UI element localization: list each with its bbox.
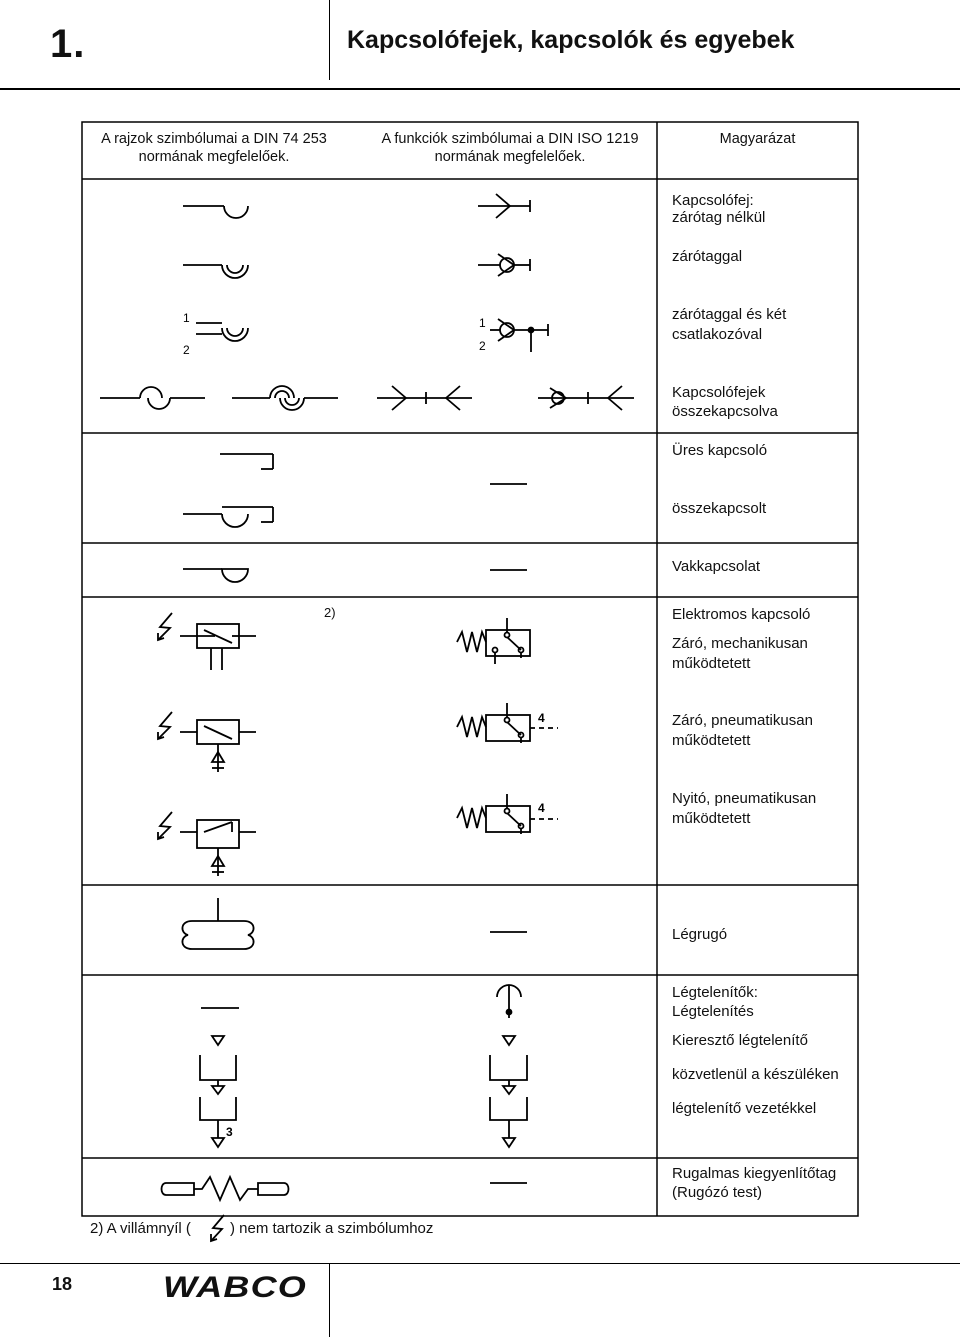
switch-opening-pneumatic-din (180, 820, 256, 876)
coupling-head-plain-din (183, 206, 248, 218)
exp-kieresztő: Kieresztő légtelenítő (672, 1032, 808, 1049)
coupling-heads-connected-din-a (100, 387, 205, 409)
exp-nyito-pneu-1: Nyitó, pneumatikusan (672, 790, 817, 807)
exp-nyito-pneu-2: működtetett (672, 810, 751, 827)
exhaust-outlet-din (212, 1036, 224, 1045)
exp-zarotaggal-ket-1: zárótaggal és két (672, 306, 787, 323)
exp-elektromos: Elektromos kapcsoló (672, 606, 811, 623)
footer-divider-vertical (329, 1264, 330, 1337)
exp-kozvetlenul: közvetlenül a készüléken (672, 1066, 839, 1083)
exp-zarotaggal-ket-2: csatlakozóval (672, 326, 763, 343)
coupling-heads-connected-iso-a (377, 386, 472, 410)
exp-zaro-pneu-1: Záró, pneumatikusan (672, 712, 813, 729)
coupling-head-plain-iso (478, 194, 530, 218)
exp-ures: Üres kapcsoló (672, 442, 768, 459)
coupling-head-two-connectors-iso (490, 319, 548, 352)
exp-osszekapcsolva-1: Kapcsolófejek (672, 384, 766, 401)
chapter-title: Kapcsolófejek, kapcsolók és egyebek (347, 26, 795, 54)
lightning-icon-2 (158, 712, 172, 739)
blind-coupling-din (183, 569, 248, 582)
coupling-head-closing-iso (478, 254, 530, 276)
exhaust-pipe-iso (490, 1097, 527, 1147)
exhaust-direct-iso (490, 1055, 527, 1094)
exp-osszekapcsolt: összekapcsolt (672, 500, 767, 517)
port-label-1-iso: 1 (479, 316, 486, 330)
exp-zaro-mech-2: működtetett (672, 655, 751, 672)
exp-zarotag-nelkul: zárótag nélkül (672, 209, 766, 226)
empty-coupling-connected-din (183, 507, 273, 527)
exp-vakkapcsolat: Vakkapcsolat (672, 558, 761, 575)
footnote-prefix: 2) A villámnyíl ( (90, 1220, 191, 1237)
port-label-4-a: 4 (538, 711, 545, 725)
empty-coupling-din (220, 454, 273, 469)
port-label-2-iso: 2 (479, 339, 486, 353)
lightning-icon-1 (158, 613, 172, 640)
header-din-symbols: A rajzok szimbólumai a DIN 74 253 normának megfelelőek. (101, 131, 327, 165)
exhaust-outlet-iso (503, 1036, 515, 1045)
lightning-icon-3 (158, 812, 172, 839)
footnote-lightning-icon (211, 1215, 224, 1241)
exhaust-pipe-din (200, 1097, 236, 1147)
header-iso-symbols: A funkciók szimbólumai a DIN ISO 1219 normának megfelelőek. (381, 131, 639, 165)
exhaust-iso (497, 985, 521, 1018)
exp-osszekapcsolva-2: összekapcsolva (672, 403, 778, 420)
exp-legtelenitok-1: Légtelenítők: (672, 984, 758, 1001)
exp-kapcsolofej: Kapcsolófej: (672, 192, 754, 209)
switch-closing-mechanical-din (180, 624, 256, 670)
exp-rugalmas-2: (Rugózó test) (672, 1184, 763, 1201)
exp-zaro-mech-1: Záró, mechanikusan (672, 635, 808, 652)
coupling-head-two-connectors-din (196, 323, 248, 341)
footnote-suffix: ) nem tartozik a szimbólumhoz (230, 1220, 434, 1237)
port-label-4-b: 4 (538, 801, 545, 815)
exp-zarotaggal: zárótaggal (672, 248, 743, 265)
port-label-2-din: 2 (183, 343, 190, 357)
air-spring-din (182, 898, 253, 949)
coupling-heads-connected-iso-b (538, 386, 634, 410)
header-explanation: Magyarázat (719, 131, 796, 147)
exp-legtelenitok-2: Légtelenítés (672, 1003, 754, 1020)
switch-closing-pneumatic-din (180, 720, 256, 772)
chapter-number: 1. (50, 22, 86, 66)
exp-rugalmas-1: Rugalmas kiegyenlítőtag (672, 1165, 837, 1182)
exp-vezetekkel: légtelenítő vezetékkel (672, 1100, 817, 1117)
page-number: 18 (52, 1274, 73, 1294)
flexible-compensator-din (162, 1177, 289, 1200)
wabco-logo: WABCO (163, 1271, 307, 1304)
switch-closing-mechanical-iso (457, 618, 530, 664)
exp-legrugo: Légrugó (672, 926, 728, 943)
note-marker: 2) (324, 605, 336, 620)
exhaust-direct-din (200, 1055, 236, 1094)
coupling-heads-connected-din-b (232, 386, 338, 410)
port-label-3: 3 (226, 1125, 233, 1139)
exp-zaro-pneu-2: működtetett (672, 732, 751, 749)
footer-divider-horizontal (0, 1263, 960, 1264)
port-label-1-din: 1 (183, 311, 190, 325)
coupling-head-closing-din (183, 265, 248, 278)
